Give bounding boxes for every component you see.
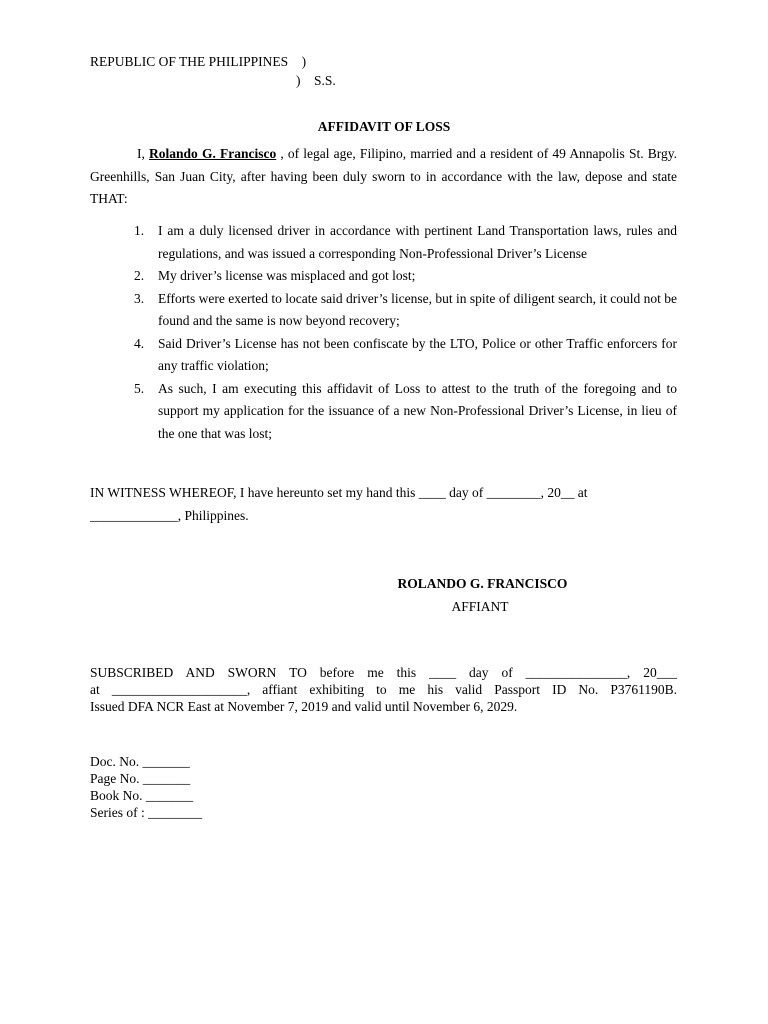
witness-paragraph [90, 482, 677, 527]
intro-paragraph [90, 143, 677, 211]
list-item [90, 378, 677, 446]
statement-list [90, 220, 677, 445]
intro-rest: , of legal age, Filipino, married and a resident of 49 Annapolis St. Brgy. Greenhills, San Juan City, after having been duly sworn to in accordance with the law, depose and state THAT: [90, 146, 677, 206]
item-text: As such, I am executing this affidavit of Loss to attest to the truth of the foregoing and to support my application for the issuance of a new Non-Professional Driver’s License, in lieu of the one that was lost; [158, 380, 677, 441]
list-item [90, 265, 677, 288]
list-item [90, 333, 677, 378]
item-text: My driver’s license was misplaced and got lost; [158, 268, 416, 283]
jurat-line-3: Issued DFA NCR East at November 7, 2019 and valid until November 6, 2029. [90, 699, 518, 714]
item-text: I am a duly licensed driver in accordance with pertinent Land Transportation laws, rules and regulations, and was issued a corresponding Non-Professional Driver’s License [158, 223, 677, 261]
item-number: 4. [134, 335, 145, 351]
item-number: 5. [134, 380, 145, 396]
item-number: 3. [134, 290, 145, 306]
jurat-line-1: SUBSCRIBED AND SWORN TO before me this ____ day of _______________, 20___ [90, 665, 677, 680]
doc-number: Doc. No. _______ [90, 754, 190, 769]
item-text: Said Driver’s License has not been confiscate by the LTO, Police or other Traffic enforcers for any traffic violation; [158, 335, 677, 373]
witness-line-1: IN WITNESS WHEREOF, I have hereunto set my hand this ____ day of ________, 20__ at [90, 485, 588, 500]
signatory-role: AFFIANT [451, 599, 509, 614]
venue-line-1: REPUBLIC OF THE PHILIPPINES ) [90, 54, 307, 69]
document-title: AFFIDAVIT OF LOSS [317, 119, 451, 134]
venue-line-2: ) S.S. [296, 73, 336, 88]
item-text: Efforts were exerted to locate said driver’s license, but in spite of diligent search, it could not be found and the same is now beyond recovery; [158, 290, 677, 328]
notarial-register [90, 753, 202, 821]
list-item [90, 220, 677, 265]
page-number: Page No. _______ [90, 771, 191, 786]
intro-lead: I, [137, 146, 150, 161]
list-item [90, 288, 677, 333]
book-number: Book No. _______ [90, 788, 194, 803]
venue-header [90, 52, 336, 90]
item-number: 2. [134, 268, 145, 283]
witness-line-2: _____________, Philippines. [90, 507, 249, 523]
signatory-name: ROLANDO G. FRANCISCO [397, 576, 568, 591]
series-of: Series of : ________ [90, 805, 203, 820]
jurat-paragraph [90, 664, 677, 715]
item-number: 1. [134, 223, 145, 238]
affiant-name: Rolando G. Francisco [149, 146, 277, 161]
jurat-line-2: at ____________________, affiant exhibiting to me his valid Passport ID No. P3761190B. [90, 682, 677, 697]
